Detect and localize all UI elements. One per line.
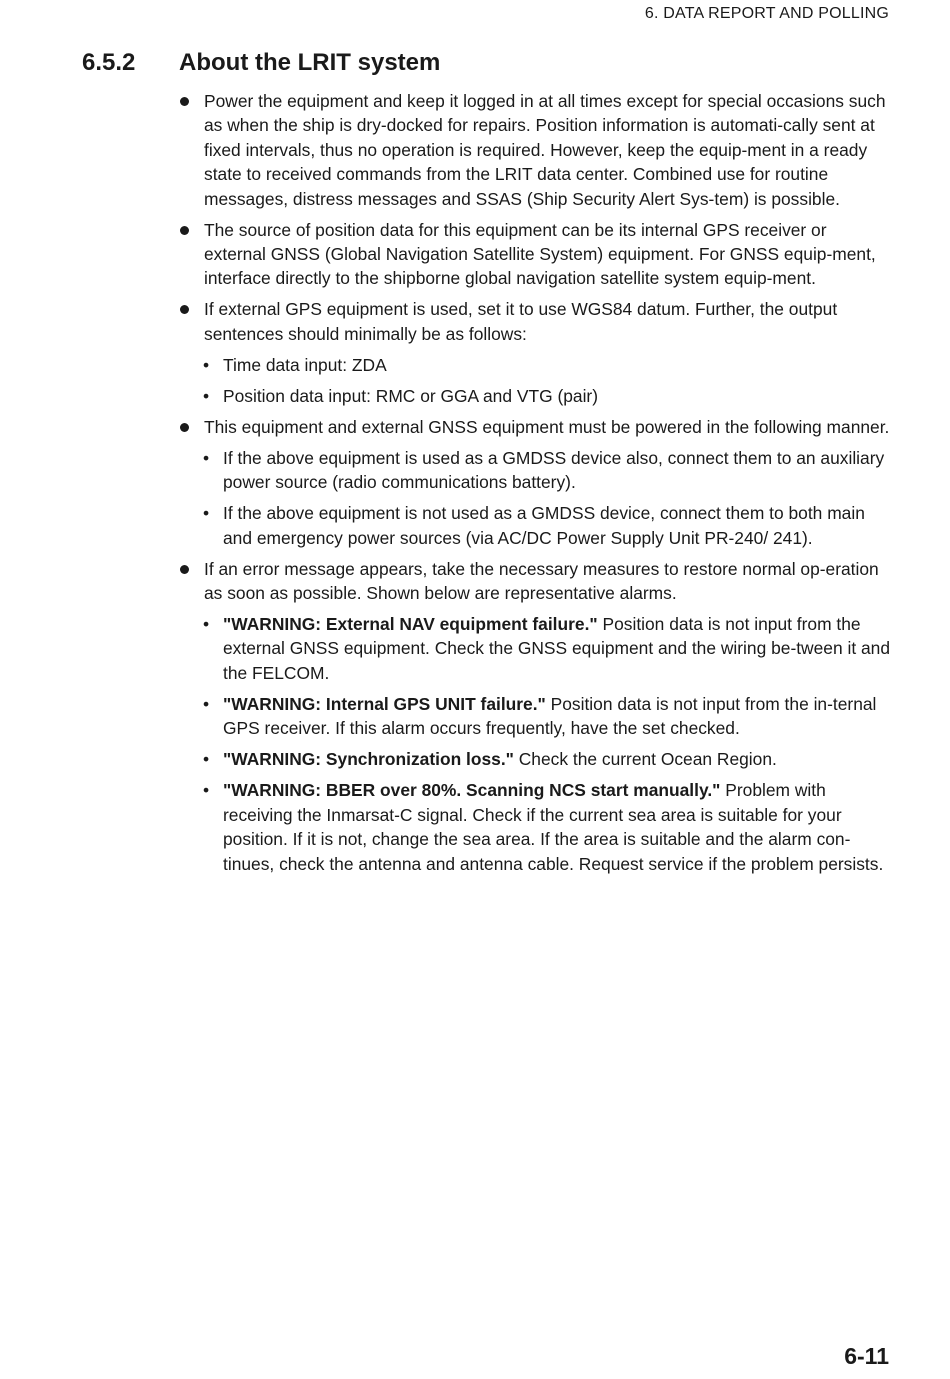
page-number: 6-11 xyxy=(844,1343,889,1369)
bullet-text: If external GPS equipment is used, set it to use WGS84 datum. Further, the output sentences should minimally be as follows: xyxy=(204,299,838,344)
sub-bullet-icon: • xyxy=(203,503,210,524)
sub-bullet-text xyxy=(223,778,890,876)
sub-bullet-icon: • xyxy=(203,614,210,635)
sub-bullet-item xyxy=(178,353,890,377)
chapter-header: 6. DATA REPORT AND POLLING xyxy=(644,5,889,22)
bullet-text: This equipment and external GNSS equipment must be powered in the following manner. xyxy=(204,416,890,437)
bullet-item xyxy=(178,557,890,606)
warning-message: "WARNING: Synchronization loss." xyxy=(223,749,514,770)
sub-bullet-text: If the above equipment is used as a GMDSS device also, connect them to an auxiliary power source (radio communications battery). xyxy=(223,447,885,493)
bullet-dot-icon xyxy=(180,423,189,432)
sub-bullet-item xyxy=(178,446,890,495)
bullet-list xyxy=(178,89,890,883)
sub-bullet-icon: • xyxy=(203,749,210,770)
sub-bullet-icon: • xyxy=(203,385,210,406)
bullet-dot-icon xyxy=(180,305,189,314)
sub-bullet-item xyxy=(178,692,890,741)
sub-bullet-item xyxy=(178,747,890,771)
bullet-item xyxy=(178,297,890,346)
bullet-item xyxy=(178,218,890,291)
warning-explanation: Position data is not input from the external GNSS equipment. Check the GNSS equipment and the wiring be-tween it and the FELCOM. xyxy=(223,614,891,683)
bullet-dot-icon xyxy=(180,565,189,574)
sub-bullet-item xyxy=(178,612,890,685)
section-title: About the LRIT system xyxy=(179,49,441,76)
bullet-dot-icon xyxy=(180,226,189,235)
sub-bullet-text xyxy=(223,747,890,771)
bullet-item xyxy=(178,89,890,211)
sub-bullet-icon: • xyxy=(203,693,210,714)
sub-bullet-text xyxy=(223,612,890,685)
bullet-text: Power the equipment and keep it logged in at all times except for special occasions such as when the ship is dry-docked for repairs. Position information is automati-cally sent at fixed intervals, thus no operation is required. However, keep the equip-ment in a ready state to received commands from the LRIT data center. Combined use for routine messages, distress messages and SSAS (Ship Security Alert Sys-tem) is possible. xyxy=(204,91,886,209)
section-heading xyxy=(82,49,440,77)
warning-message: "WARNING: External NAV equipment failure." xyxy=(223,614,598,635)
warning-message: "WARNING: Internal GPS UNIT failure." xyxy=(223,693,546,714)
sub-bullet-item xyxy=(178,778,890,876)
sub-bullet-item xyxy=(178,384,890,408)
sub-bullet-text: Time data input: ZDA xyxy=(223,354,387,375)
sub-bullet-icon: • xyxy=(203,780,210,801)
section-number: 6.5.2 xyxy=(82,49,136,76)
bullet-item xyxy=(178,415,890,439)
bullet-text: If an error message appears, take the necessary measures to restore normal op-eration as soon as possible. Shown below are representative alarms. xyxy=(204,558,879,604)
sub-bullet-text xyxy=(223,692,890,741)
bullet-dot-icon xyxy=(180,97,189,106)
sub-bullet-item xyxy=(178,501,890,550)
warning-message: "WARNING: BBER over 80%. Scanning NCS start manually." xyxy=(223,780,721,801)
sub-bullet-icon: • xyxy=(203,354,210,375)
warning-explanation: Check the current Ocean Region. xyxy=(513,749,777,770)
warning-explanation: Position data is not input from the in-ternal GPS receiver. If this alarm occurs frequently, have the set checked. xyxy=(223,693,877,739)
sub-bullet-icon: • xyxy=(203,447,210,468)
sub-bullet-text: Position data input: RMC or GGA and VTG (pair) xyxy=(223,385,599,406)
sub-bullet-text: If the above equipment is not used as a GMDSS device, connect them to both main and emergency power sources (via AC/DC Power Supply Unit PR-240/ 241). xyxy=(223,503,865,548)
bullet-text: The source of position data for this equipment can be its internal GPS receiver or external GNSS (Global Navigation Satellite System) equipment. For GNSS equip-ment, interface directly to the shipborne global navigation satellite system equip-ment. xyxy=(204,219,876,289)
warning-explanation: Problem with receiving the Inmarsat-C signal. Check if the current sea area is suitable for your position. If it is not, change the sea area. If the area is suitable and the alarm con-tinues, check the antenna and antenna cable. Request service if the problem persists. xyxy=(223,780,884,874)
